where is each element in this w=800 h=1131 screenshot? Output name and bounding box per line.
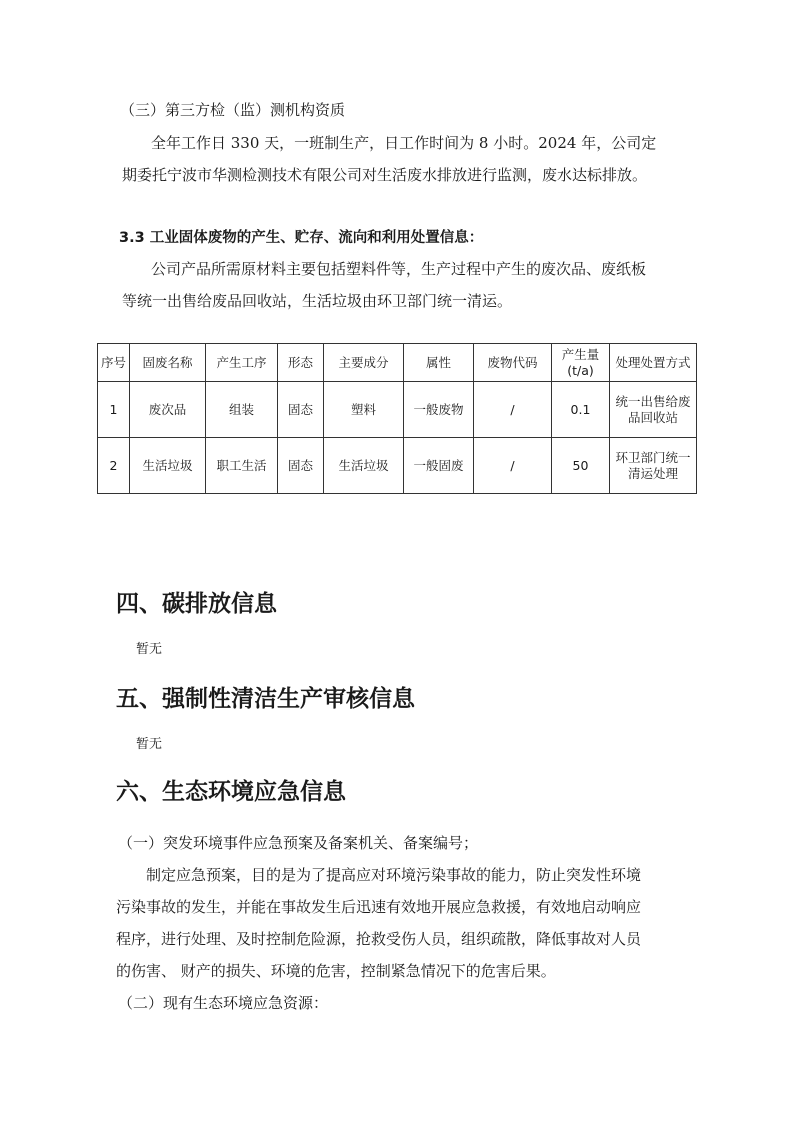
table-cell: 2 [98, 438, 130, 494]
section-5-body: 暂无 [136, 737, 163, 752]
section-6-title: 六、生态环境应急信息 [116, 779, 346, 805]
section-5-title: 五、强制性清洁生产审核信息 [116, 686, 415, 712]
table-cell: 废次品 [130, 382, 206, 438]
header-cell: 形态 [278, 344, 324, 382]
table-cell: / [474, 382, 552, 438]
table-cell: 统一出售给废品回收站 [610, 382, 697, 438]
header-cell: 序号 [98, 344, 130, 382]
table-cell: 固态 [278, 382, 324, 438]
table-cell: 生活垃圾 [324, 438, 404, 494]
header-cell: 主要成分 [324, 344, 404, 382]
sub3-line-1: 全年工作日 330 天，一班制生产，日工作时间为 8 小时。2024 年，公司定 [151, 134, 657, 152]
header-cell: 固废名称 [130, 344, 206, 382]
table-row [98, 382, 697, 438]
table-cell: 1 [98, 382, 130, 438]
sub3-heading: （三）第三方检（监）测机构资质 [120, 101, 346, 119]
section-6-para-line-1: 制定应急预案，目的是为了提高应对环境污染事故的能力，防止突发性环境 [146, 866, 642, 884]
table-row [98, 438, 697, 494]
table-cell: 一般固废 [404, 438, 474, 494]
sub3-line-2: 期委托宁波市华测检测技术有限公司对生活废水排放进行监测，废水达标排放。 [122, 166, 648, 184]
section-6-sub2-heading: （二）现有生态环境应急资源： [118, 994, 329, 1012]
section-33-para-line-1: 公司产品所需原材料主要包括塑料件等，生产过程中产生的废次品、废纸板 [151, 260, 647, 278]
table-cell: / [474, 438, 552, 494]
table-cell: 生活垃圾 [130, 438, 206, 494]
table-cell: 一般废物 [404, 382, 474, 438]
header-cell: 处理处置方式 [610, 344, 697, 382]
table-cell: 50 [552, 438, 610, 494]
table-cell: 职工生活 [206, 438, 278, 494]
header-cell: 产生量(t/a) [552, 344, 610, 382]
section-4-body: 暂无 [136, 642, 163, 657]
waste-table [97, 343, 697, 494]
table-cell: 0.1 [552, 382, 610, 438]
section-6-sub1-heading: （一）突发环境事件应急预案及备案机关、备案编号； [118, 834, 479, 852]
table-cell: 环卫部门统一清运处理 [610, 438, 697, 494]
header-cell: 废物代码 [474, 344, 552, 382]
section-33-heading: 3.3 工业固体废物的产生、贮存、流向和利用处置信息： [119, 230, 484, 246]
section-6-para-line-4: 的伤害、 财产的损失、环境的危害，控制紧急情况下的危害后果。 [116, 962, 556, 980]
section-4-title: 四、碳排放信息 [116, 591, 277, 617]
table-cell: 固态 [278, 438, 324, 494]
table-cell: 组装 [206, 382, 278, 438]
header-cell: 产生工序 [206, 344, 278, 382]
table-header-row [98, 344, 697, 382]
section-33-para-line-2: 等统一出售给废品回收站，生活垃圾由环卫部门统一清运。 [122, 292, 513, 310]
header-cell: 属性 [404, 344, 474, 382]
section-6-para-line-3: 程序，进行处理、及时控制危险源，抢救受伤人员，组织疏散，降低事故对人员 [116, 930, 642, 948]
section-6-para-line-2: 污染事故的发生，并能在事故发生后迅速有效地开展应急救援，有效地启动响应 [116, 898, 642, 916]
table-cell: 塑料 [324, 382, 404, 438]
